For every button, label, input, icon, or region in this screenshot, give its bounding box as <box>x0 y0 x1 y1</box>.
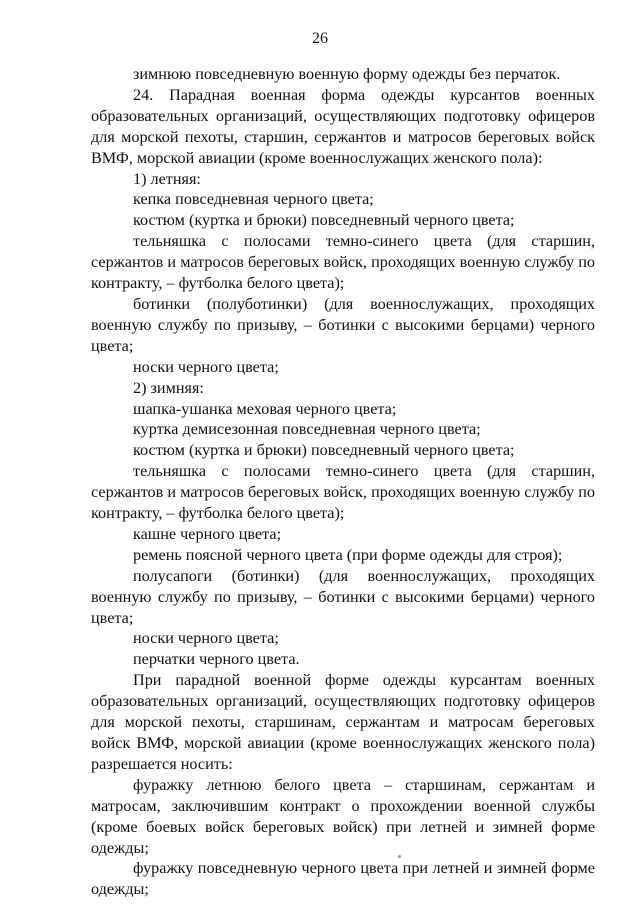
list-item: 1) летняя: <box>133 169 201 188</box>
paragraph: зимнюю повседневную военную форму одежды без перчаток. <box>133 65 561 83</box>
list-item: куртка демисезонная повседневная черного цвета; <box>133 420 481 439</box>
list-item: кепка повседневная черного цвета; <box>133 190 374 209</box>
list-item: тельняшка с полосами темно-синего цвета (для старшин, сержантов и матросов береговых войск, проходящих военную службу по контракту, – футболка белого цвета); <box>91 232 595 293</box>
list-item: носки черного цвета; <box>133 357 279 376</box>
list-item: 2) зимняя: <box>133 378 204 397</box>
list-item: костюм (куртка и брюки) повседневный черного цвета; <box>133 211 515 230</box>
list-item: фуражку летнюю белого цвета – старшинам, сержантам и матросам, заключившим контракт о прохождении военной службы (кроме боевых войск береговых войск) при летней и зимней форме одежды; <box>91 775 595 857</box>
list-item: полусапоги (ботинки) (для военнослужащих, проходящих военную службу по призыву, – ботинки с высокими берцами) черного цвета; <box>91 566 595 627</box>
document-body <box>91 64 595 900</box>
paragraph: 24. Парадная военная форма одежды курсантов военных образовательных организаций, осуществляющих подготовку офицеров для морской пехоты, старшин, сержантов и матросов береговых войск ВМФ, морской авиации (кроме военнослужащих женского пола): <box>91 85 595 167</box>
list-item: фуражку повседневную черного цвета при летней и зимней форме одежды; <box>91 859 595 899</box>
page-number: 26 <box>312 30 328 47</box>
paragraph: При парадной военной форме одежды курсантам военных образовательных организаций, осуществляющих подготовку офицеров для морской пехоты, старшинам, сержантам и матросам береговых войск ВМФ, морской авиации (кроме военнослужащих женского пола) разрешается носить: <box>91 671 595 773</box>
list-item: перчатки черного цвета. <box>133 650 300 669</box>
list-item: ремень поясной черного цвета (при форме одежды для строя); <box>133 545 563 564</box>
list-item: ботинки (полуботинки) (для военнослужащих, проходящих военную службу по призыву, – ботинки с высокими берцами) черного цвета; <box>91 294 595 355</box>
list-item: носки черного цвета; <box>133 629 279 648</box>
list-item: кашне черного цвета; <box>133 524 282 543</box>
list-item: костюм (куртка и брюки) повседневный черного цвета; <box>133 441 515 460</box>
scan-speck <box>398 855 401 858</box>
list-item: тельняшка с полосами темно-синего цвета (для старшин, сержантов и матросов береговых войск, проходящих военную службу по контракту, – футболка белого цвета); <box>91 462 595 523</box>
list-item: шапка-ушанка меховая черного цвета; <box>133 399 397 418</box>
